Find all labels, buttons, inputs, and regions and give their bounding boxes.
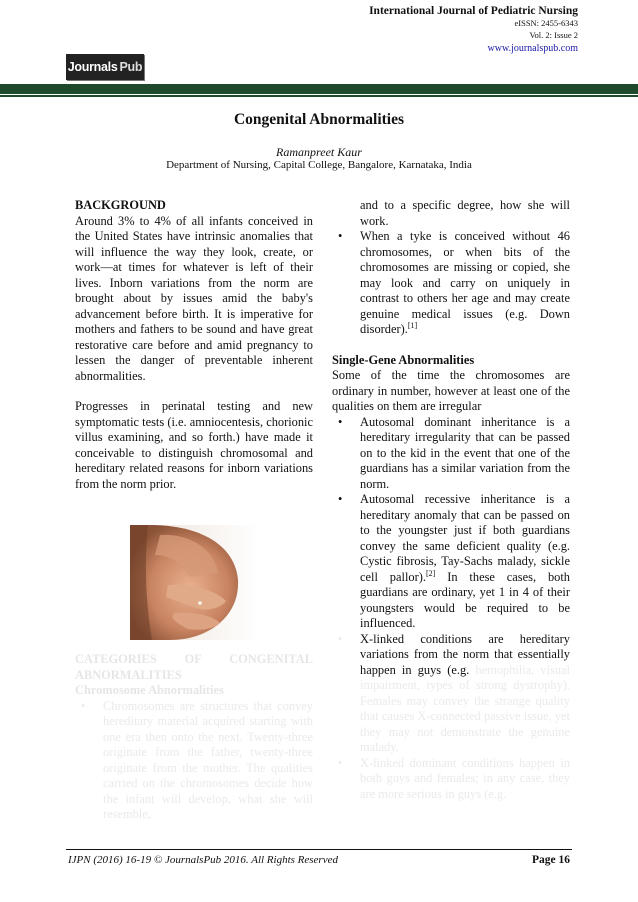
list-item: • X-linked conditions are hereditary variations from the norm that essentially happen in guys (e.g. hemophilia, visual impairment, types of strong dystrophy). Females may convey the strange quality that causes X-connected passive issue, yet they may not demonstrate the genuine malady.	[338, 631, 570, 754]
bullet-icon: •	[338, 492, 343, 506]
journalspub-logo	[66, 54, 144, 80]
heading-categories: CATEGORIES OF CONGENITAL ABNORMALITIES	[75, 652, 313, 682]
bullet-icon: •	[338, 229, 343, 243]
author: Ramanpreet Kaur	[276, 145, 362, 159]
paragraph-background: Around 3% to 4% of all infants conceived in the United States have intrinsic anomalies that will influence the way they look, create, or work—at times for whatever is left of their lives. Inborn variations from the norm are brought about by issues amid the baby's advancement before birth. It is imperative for mothers and fathers to be sound and have great restorative care before and amid pregnancy to lessen the danger of preventable inherent abnormalities.	[75, 213, 313, 383]
volume-issue: Vol. 2: Issue 2	[529, 30, 578, 40]
paper-title: Congenital Abnormalities	[233, 111, 405, 128]
list-item: • X-linked dominant conditions happen in both guys and females; in any case, they are more serious in guys (e.g.	[338, 755, 570, 801]
paragraph-single-gene: Some of the time the chromosomes are ordinary in number, however at least one of the qualities on them are irregular	[332, 368, 570, 413]
single-gene-list	[332, 415, 570, 803]
heading-chromosome: Chromosome Abnormalities	[75, 683, 224, 697]
header-rule	[0, 95, 638, 97]
logo-main: Journals	[67, 60, 118, 74]
chromosome-list	[75, 699, 313, 823]
bullet-icon: •	[338, 755, 343, 770]
logo-pub: Pub	[119, 60, 143, 74]
citation-1[interactable]: [1]	[407, 320, 418, 330]
right-column	[332, 198, 570, 802]
list-item: • Autosomal recessive inheritance is a hereditary anomaly that can be passed on to the youngster just if both guardians convey the same deficient quality (e.g. Cystic fibrosis, Tay-Sachs malady, sickle cell pallor).[2] In these cases, both guardians are ordinary, yet 1 in 4 of their youngsters would be required to be influenced.	[338, 492, 570, 630]
issn: eISSN: 2455-6343	[514, 18, 578, 28]
paragraph-progress: Progresses in perinatal testing and new symptomatic tests (i.e. amniocentesis, chorionic villus examining, and so forth.) have made it conceivable to distinguish chromosomal and hereditary related reasons for inborn variations from the norm prior.	[75, 399, 313, 491]
journal-title: International Journal of Pediatric Nursing	[369, 5, 578, 17]
journal-url[interactable]: www.journalspub.com	[487, 43, 578, 54]
faded-section	[75, 652, 313, 823]
bullet-icon: •	[338, 631, 343, 646]
page-number: Page 16	[531, 854, 570, 866]
pregnancy-photo	[130, 525, 260, 640]
header-band	[0, 84, 638, 94]
continued-text: and to a specific degree, how she will work.	[360, 198, 570, 228]
left-column	[75, 198, 313, 823]
bullet-icon: •	[81, 698, 86, 713]
footer-citation: IJPN (2016) 16-19 © JournalsPub 2016. All Rights Reserved	[68, 854, 338, 866]
heading-single-gene: Single-Gene Abnormalities	[332, 352, 475, 367]
chromosome-list-continued	[332, 229, 570, 338]
citation-2[interactable]: [2]	[425, 568, 436, 578]
list-item: • Autosomal dominant inheritance is a hereditary irregularity that can be passed on to the kid in the event that one of the guardians has a similar variation from the norm.	[338, 414, 570, 491]
journal-header	[369, 5, 578, 55]
footer-rule	[66, 849, 572, 850]
bullet-icon: •	[338, 414, 343, 429]
heading-background: BACKGROUND	[75, 198, 166, 212]
list-item: • Chromosomes are structures that convey hereditary material acquired starting with one era then onto the next. Twenty-three originate from the father, twenty-three originate from the mother. The qualities carried on the chromosomes decide how the infant will develop, what she will resemble,	[81, 698, 313, 821]
faded-text: hemophilia, visual impairment, types of strong dystrophy). Females may convey the strange quality that causes X-connected passive issue, yet they may not demonstrate the genuine malady.	[360, 662, 570, 754]
list-item: • When a tyke is conceived without 46 chromosomes, or when bits of the chromosomes are missing or copied, she may look and carry on uniquely in contrast to others her age and may create genuine medical issues (e.g. Down disorder).[1]	[338, 229, 570, 336]
affiliation: Department of Nursing, Capital College, Bangalore, Karnataka, India	[166, 159, 472, 171]
